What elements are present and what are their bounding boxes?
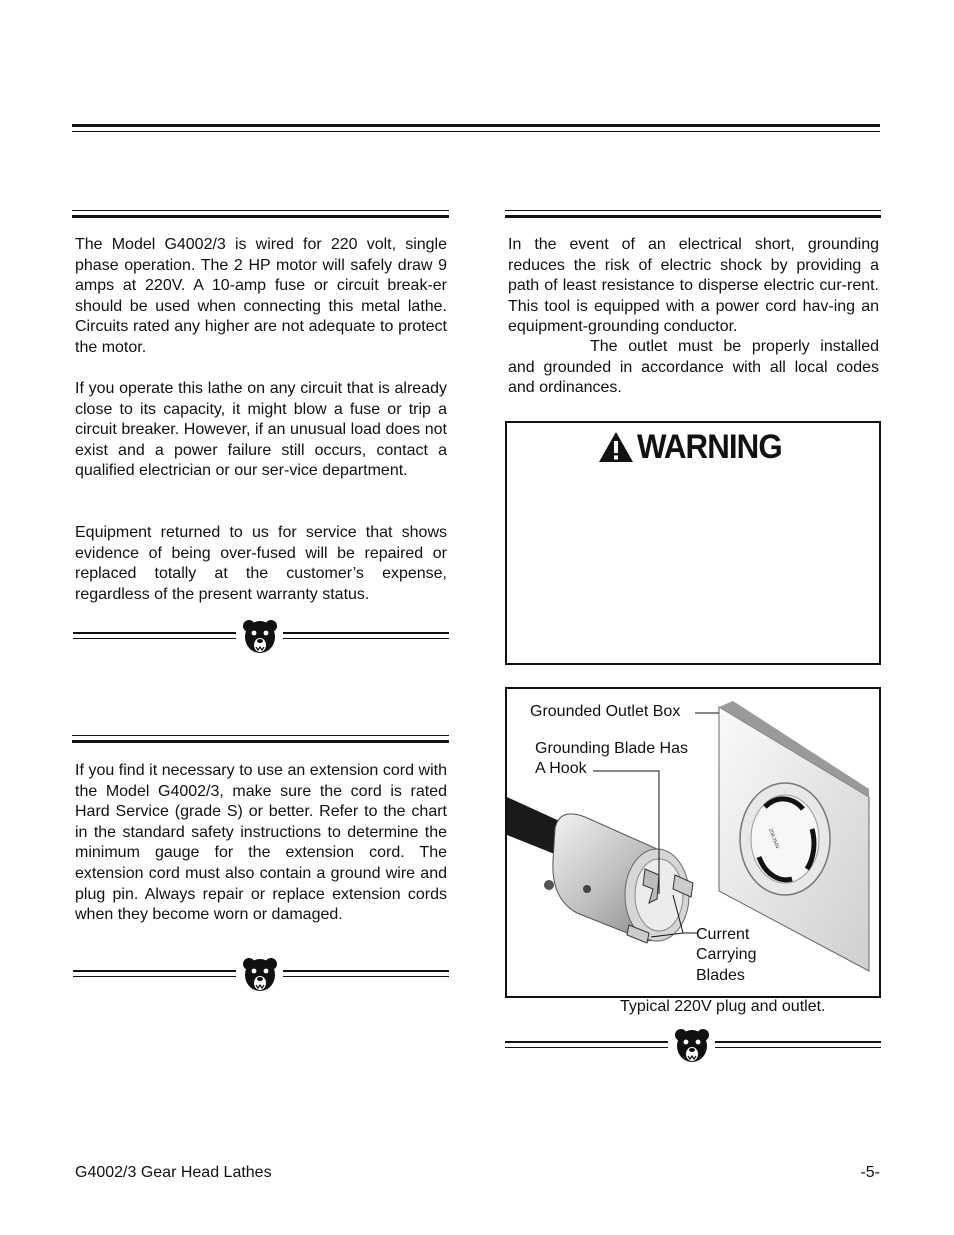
label-grounding-blade-line-2: A Hook — [535, 760, 587, 777]
warning-heading: WARNING — [637, 427, 782, 466]
label-current-carrying-line-3: Blades — [696, 967, 745, 984]
footer-document-title: G4002/3 Gear Head Lathes — [75, 1164, 272, 1181]
warning-header — [597, 427, 794, 467]
section-end-divider — [73, 955, 449, 995]
warning-triangle-icon — [597, 430, 635, 464]
bear-logo-icon — [240, 617, 280, 657]
grounding-paragraph-1: In the event of an electrical short, grounding reduces the risk of electric shock by providing a path of least resistance to disperse electric cur-rent. This tool is equipped with a power cord hav-ing an equipment-grounding conductor. — [508, 236, 879, 336]
electrical-paragraph-2: If you operate this lathe on any circuit that is already close to its capacity, it might blow a fuse or trip a circuit breaker. However, if an unusual load does not exist and a power failure still occurs, contact a qualified electrician or our ser-vice department. — [75, 380, 447, 480]
electrical-paragraph-3: Equipment returned to us for service that shows evidence of being over-fused will be repaired or replaced totally at the customer’s expense, regardless of the present warranty status. — [75, 524, 447, 603]
bear-logo-icon — [672, 1026, 712, 1066]
label-grounding-blade-line-1: Grounding Blade Has — [535, 740, 688, 757]
label-grounded-outlet-box: Grounded Outlet Box — [530, 703, 681, 720]
warning-box — [505, 421, 881, 665]
section-end-divider — [73, 617, 449, 657]
label-current-carrying-line-1: Current — [696, 926, 750, 943]
svg-text:20A 250V: 20A 250V — [767, 827, 781, 851]
label-current-carrying-line-2: Carrying — [696, 946, 757, 963]
footer-page-number: -5- — [860, 1164, 880, 1181]
plug-outlet-figure — [505, 687, 881, 998]
bear-logo-icon — [240, 955, 280, 995]
plug-and-outlet-illustration — [507, 689, 881, 998]
extension-cords-paragraph: If you find it necessary to use an extension cord with the Model G4002/3, make sure the cord is rated Hard Service (grade S) or better. Refer to the chart in the standard safety instructions to determine the minimum gauge for the extension cord. The extension cord must also contain a ground wire and plug pin. Always repair or replace extension cords when they become worn or damaged. — [75, 762, 447, 924]
grounding-paragraph-2: The outlet must be properly installed and grounded in accordance with all local codes and ordinances. — [508, 338, 879, 397]
section-end-divider — [505, 1026, 881, 1066]
electrical-paragraph-1: The Model G4002/3 is wired for 220 volt, single phase operation. The 2 HP motor will safely draw 9 amps at 220V. A 10-amp fuse or circuit break-er should be used when connecting this metal lathe. Circuits rated any higher are not adequate to protect the motor. — [75, 236, 447, 356]
figure-caption: Typical 220V plug and outlet. — [620, 998, 826, 1015]
